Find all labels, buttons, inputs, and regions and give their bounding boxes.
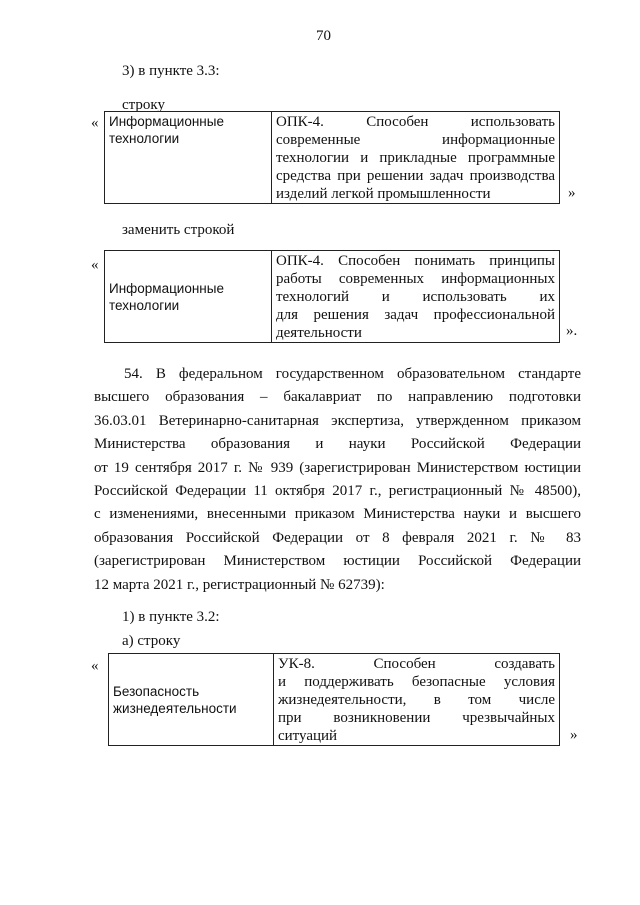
competency-line: для решения задач профессиональной	[276, 307, 555, 323]
competency-line: технологий и использовать их	[276, 289, 555, 305]
competency-line: средства при решении задач производства	[276, 168, 555, 184]
paragraph-line: 36.03.01 Ветеринарно-санитарная экспертиза, утвержденном приказом	[94, 412, 581, 429]
discipline-line: Безопасность	[113, 684, 200, 699]
discipline-cell	[109, 654, 274, 746]
item-1-heading: 1) в пункте 3.2:	[122, 609, 220, 625]
paragraph-line: от 19 сентября 2017 г. № 939 (зарегистрирован Министерством юстиции	[94, 459, 581, 476]
paragraph-line: образования Российской Федерации от 8 февраля 2021 г. № 83	[94, 529, 581, 546]
paragraph-line: высшего образования – бакалавриат по направлению подготовки	[94, 389, 581, 406]
item-a-heading: а) строку	[122, 633, 181, 649]
discipline-line: Информационные	[109, 114, 224, 129]
open-quote: «	[91, 658, 99, 674]
page-number: 70	[316, 28, 331, 44]
competency-line: изделий легкой промышленности	[276, 186, 491, 202]
competency-line: работы современных информационных	[276, 271, 555, 287]
row-label: строку	[122, 97, 165, 113]
competency-cell	[272, 112, 560, 204]
paragraph-line: Министерства образования и науки Российской Федерации	[94, 436, 581, 453]
close-quote: »	[568, 185, 576, 201]
replace-label: заменить строкой	[122, 222, 235, 238]
competency-line: ситуаций	[278, 728, 338, 744]
competency-line: деятельности	[276, 325, 362, 341]
competency-line: и поддерживать безопасные условия	[278, 674, 555, 690]
competency-line: современные информационные	[276, 132, 555, 148]
competency-cell	[274, 654, 560, 746]
competency-line: ОПК-4. Способен понимать принципы	[276, 253, 555, 269]
paragraph-line: 54. В федеральном государственном образовательном стандарте	[124, 366, 581, 382]
close-quote: ».	[566, 323, 578, 339]
competency-table-new	[104, 250, 560, 343]
open-quote: «	[91, 257, 99, 273]
competency-table-old	[104, 111, 560, 204]
discipline-line: технологии	[109, 131, 180, 146]
discipline-cell	[105, 251, 272, 343]
competency-line: технологии и прикладные программные	[276, 150, 555, 166]
paragraph-line: с изменениями, внесенными приказом Министерства науки и высшего	[94, 506, 581, 523]
discipline-line: технологии	[109, 298, 180, 313]
competency-line: УК-8. Способен создавать	[278, 656, 555, 672]
competency-line: жизнедеятельности, в том числе	[278, 692, 555, 708]
discipline-cell	[105, 112, 272, 204]
close-quote: »	[570, 727, 578, 743]
paragraph-line: 12 марта 2021 г., регистрационный № 62739):	[94, 576, 385, 593]
open-quote: «	[91, 115, 99, 131]
competency-table-safety	[108, 653, 560, 746]
paragraph-line: Российской Федерации 11 октября 2017 г., регистрационный № 48500),	[94, 483, 581, 500]
discipline-line: Информационные	[109, 281, 224, 296]
competency-line: при возникновении чрезвычайных	[278, 710, 555, 726]
paragraph-line: (зарегистрирован Министерством юстиции Российской Федерации	[94, 553, 581, 570]
competency-cell	[272, 251, 560, 343]
item-3-heading: 3) в пункте 3.3:	[122, 63, 220, 79]
competency-line: ОПК-4. Способен использовать	[276, 114, 555, 130]
paragraph-54	[94, 363, 581, 597]
discipline-line: жизнедеятельности	[113, 701, 237, 716]
